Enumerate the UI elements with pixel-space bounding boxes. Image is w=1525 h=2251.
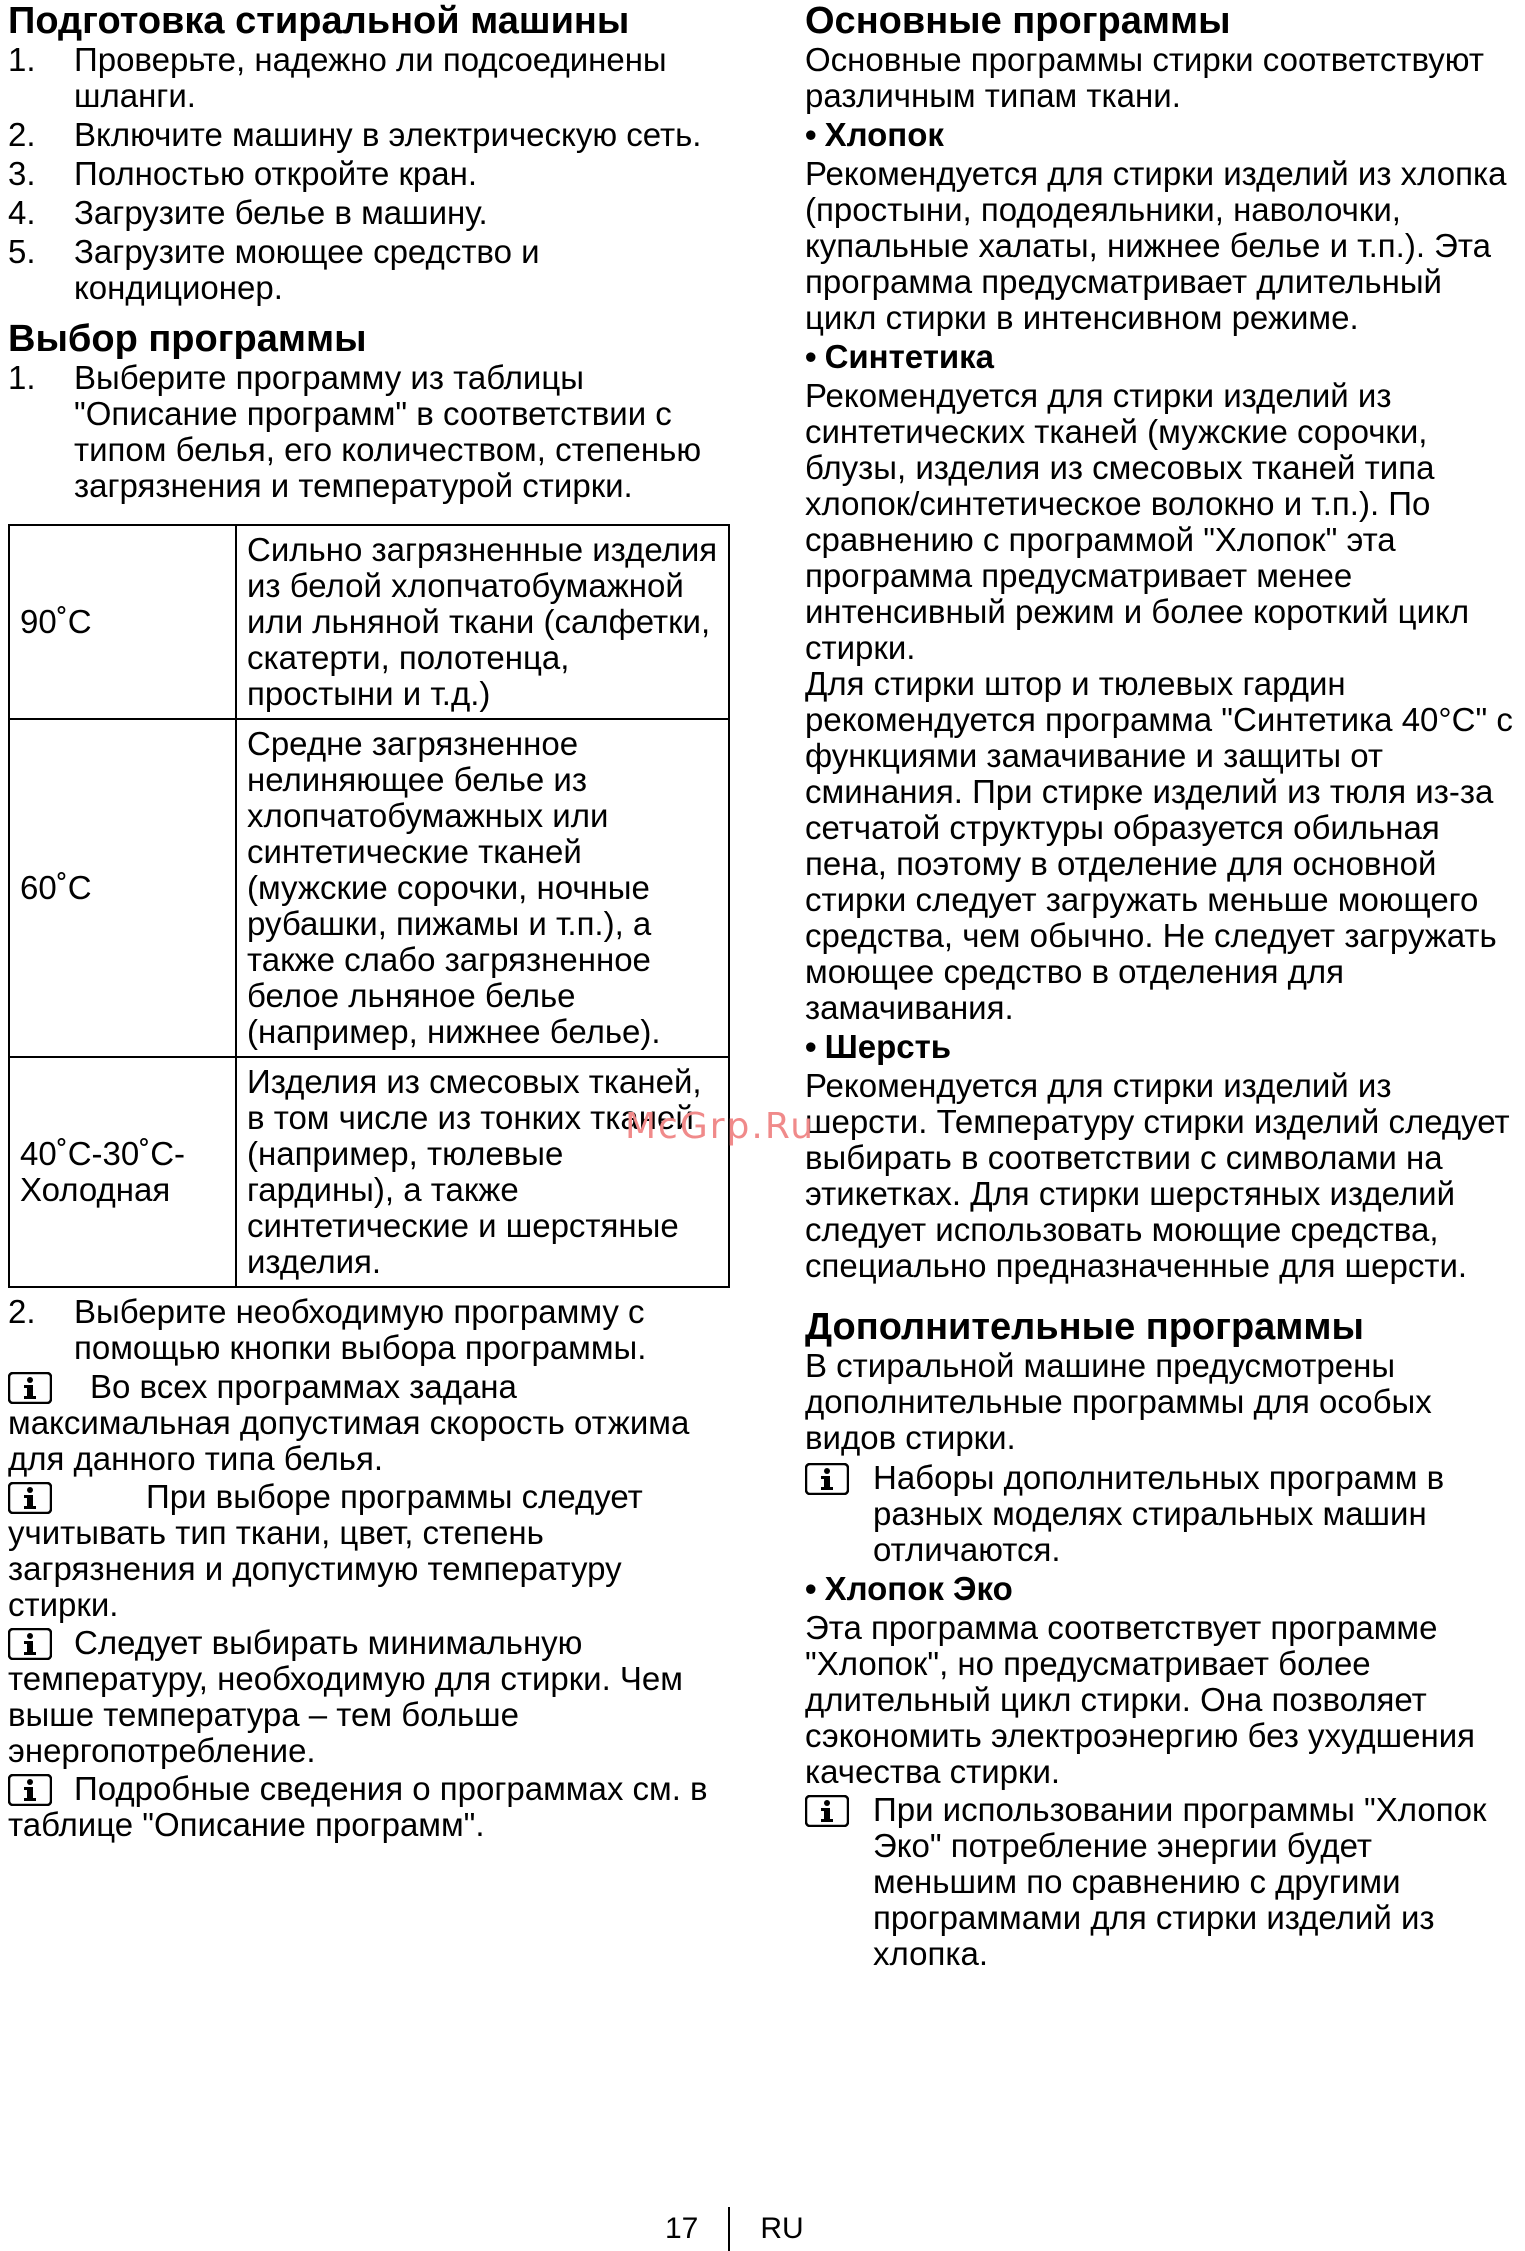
- language-code: RU: [760, 2212, 804, 2245]
- info-note: При использовании программы "Хлопок Эко" потребление энергии будет меньшим по сравнению с другими программами для стирки изделий из хлопка.: [805, 1792, 1520, 1972]
- info-icon: [8, 1628, 52, 1660]
- info-icon: [805, 1463, 849, 1495]
- select-step-1: [8, 360, 733, 504]
- synthetics-heading: • Синтетика: [805, 338, 995, 375]
- info-note: Подробные сведения о программах см. в таблице "Описание программ".: [8, 1770, 708, 1843]
- extra-intro: В стиральной машине предусмотрены дополнительные программы для особых видов стирки.: [805, 1347, 1432, 1456]
- prep-title: Подготовка стиральной машины: [8, 0, 630, 42]
- table-row: [9, 719, 729, 1057]
- list-item: 4. Загрузите белье в машину.: [8, 194, 488, 231]
- table-row: [9, 1057, 729, 1287]
- select-title: Выбор программы: [8, 318, 367, 360]
- prep-steps: [8, 42, 733, 306]
- wool-heading: • Шерсть: [805, 1028, 952, 1065]
- cotton-text: Рекомендуется для стирки изделий из хлопка (простыни, пододеяльники, наволочки, купальные халаты, нижнее белье и т.п.). Эта программа предусматривает длительный цикл стирки в интенсивном режиме.: [805, 155, 1507, 336]
- synthetics-text-2: Для стирки штор и тюлевых гардин рекомендуется программа "Синтетика 40°C" с функциями замачивание и защиты от сминания. При стирке изделий из тюля из-за сетчатой структуры образуется обильная пена, поэтому в отделение для основной стирки следует загружать меньше моющего средства, чем обычно. Не следует загружать моющее средство в отделения для замачивания.: [805, 665, 1513, 1026]
- desc-cell: Сильно загрязненные изделия из белой хлопчатобумажной или льняной ткани (салфетки, скатерти, полотенца, простыни и т.д.): [236, 525, 729, 719]
- list-item: 5. Загрузите моющее средство и кондиционер.: [8, 233, 540, 306]
- temperature-table: [8, 524, 730, 1288]
- eco-cotton-heading: • Хлопок Эко: [805, 1570, 1013, 1607]
- info-icon: [8, 1372, 52, 1404]
- info-icon: [805, 1795, 849, 1827]
- page-number: 17: [665, 2212, 699, 2245]
- info-icon: [8, 1774, 52, 1806]
- watermark: McGrp.Ru: [625, 1106, 816, 1147]
- cotton-heading: • Хлопок: [805, 116, 944, 153]
- extra-programs-title: Дополнительные программы: [805, 1306, 1364, 1348]
- wool-text: Рекомендуется для стирки изделий из шерсти. Температуру стирки изделий следует выбирать в соответствии с символами на этикетках. Для стирки шерстяных изделий следует использовать моющие средства, специально предназначенные для шерсти.: [805, 1067, 1510, 1284]
- footer-divider: [728, 2207, 730, 2251]
- select-step-2: [8, 1294, 733, 1366]
- temp-cell: 40˚C-30˚C-Холодная: [9, 1057, 236, 1287]
- desc-cell: Средне загрязненное нелиняющее белье из хлопчатобумажных или синтетические тканей (мужские сорочки, ночные рубашки, пижамы и т.п.), а также слабо загрязненное белое льняное белье (например, нижнее белье).: [236, 719, 729, 1057]
- info-note: Следует выбирать минимальную температуру, необходимую для стирки. Чем выше температура – тем больше энергопотребление.: [8, 1624, 683, 1769]
- temp-cell: 90˚C: [9, 525, 236, 719]
- list-item: 1. Проверьте, надежно ли подсоединены шланги.: [8, 41, 667, 114]
- info-note: Наборы дополнительных программ в разных моделях стиральных машин отличаются.: [805, 1460, 1520, 1568]
- desc-cell: Изделия из смесовых тканей, в том числе из тонких тканей (например, тюлевые гардины), а также синтетические и шерстяные изделия.: [236, 1057, 729, 1287]
- left-column: [8, 0, 733, 1843]
- info-note: При выборе программы следует учитывать тип ткани, цвет, степень загрязнения и допустимую температуру стирки.: [8, 1478, 643, 1623]
- right-column: [805, 0, 1520, 1972]
- synthetics-text: Рекомендуется для стирки изделий из синтетических тканей (мужские сорочки, блузы, изделия из смесовых тканей типа хлопок/синтетическое волокно и т.п.). По сравнению с программой "Хлопок" эта программа предусматривает менее интенсивный режим и более короткий цикл стирки.: [805, 377, 1470, 666]
- info-icon: [8, 1482, 52, 1514]
- info-note: Во всех программах задана максимальная допустимая скорость отжима для данного типа белья.: [8, 1368, 690, 1477]
- main-programs-title: Основные программы: [805, 0, 1231, 42]
- table-row: [9, 525, 729, 719]
- list-item: 2. Включите машину в электрическую сеть.: [8, 116, 702, 153]
- list-item: 3. Полностью откройте кран.: [8, 155, 478, 192]
- list-item: 1. Выберите программу из таблицы "Описание программ" в соответствии с типом белья, его количеством, степенью загрязнения и температурой стирки.: [8, 359, 702, 504]
- main-intro: Основные программы стирки соответствуют различным типам ткани.: [805, 41, 1484, 114]
- eco-cotton-text: Эта программа соответствует программе "Хлопок", но предусматривает более длительный цикл стирки. Она позволяет сэкономить электроэнергию без ухудшения качества стирки.: [805, 1609, 1476, 1790]
- page-footer: [665, 2207, 804, 2251]
- list-item: 2. Выберите необходимую программу с помощью кнопки выбора программы.: [8, 1293, 647, 1366]
- temp-cell: 60˚C: [9, 719, 236, 1057]
